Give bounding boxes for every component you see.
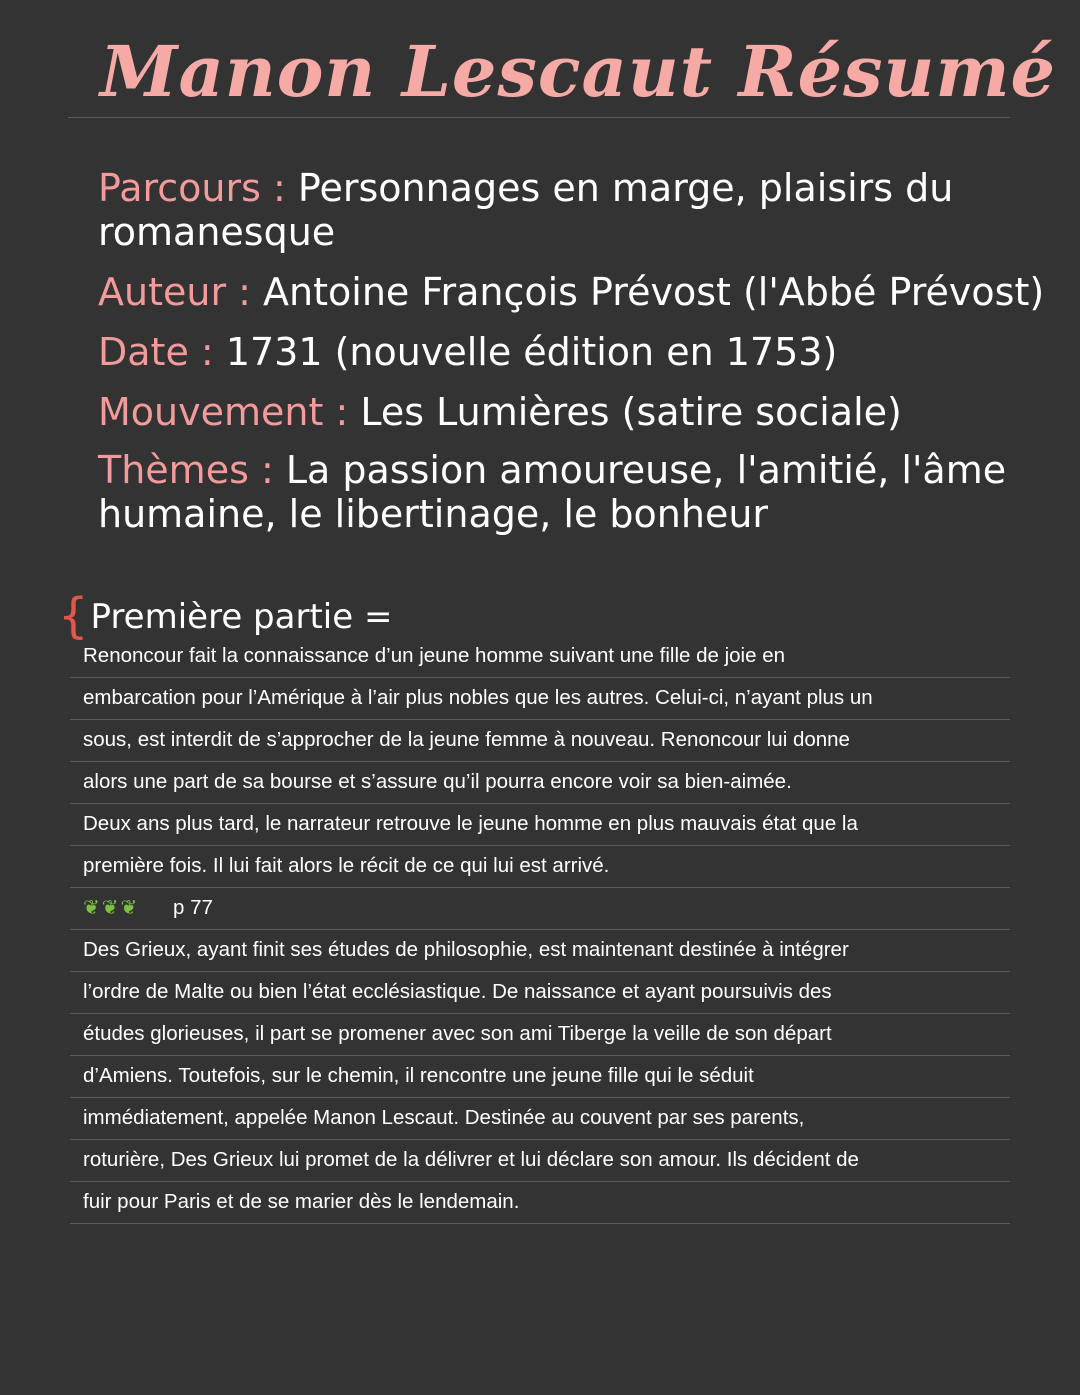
summary-line: fuir pour Paris et de se marier dès le lendemain. [70, 1182, 1010, 1224]
summary-line: embarcation pour l’Amérique à l’air plus nobles que les autres. Celui-ci, n’ayant plus un [70, 678, 1010, 720]
auteur-row [98, 270, 1044, 314]
page-reference-line [70, 888, 1010, 930]
title-divider [68, 117, 1010, 118]
themes-label: Thèmes : [98, 448, 274, 492]
summary-line: sous, est interdit de s’approcher de la jeune femme à nouveau. Renoncour lui donne [70, 720, 1010, 762]
parcours-value: Personnages en marge, plaisirs du romanesque [98, 166, 954, 254]
mouvement-value: Les Lumières (satire sociale) [360, 390, 902, 434]
mouvement-row [98, 390, 902, 434]
summary-line: Des Grieux, ayant finit ses études de philosophie, est maintenant destinée à intégrer [70, 930, 1010, 972]
date-value: 1731 (nouvelle édition en 1753) [225, 330, 838, 374]
page-title: Manon Lescaut Résumé [100, 30, 1057, 113]
mouvement-label: Mouvement : [98, 390, 349, 434]
summary-line: roturière, Des Grieux lui promet de la délivrer et lui déclare son amour. Ils décident de [70, 1140, 1010, 1182]
summary-line: première fois. Il lui fait alors le récit de ce qui lui est arrivé. [70, 846, 1010, 888]
auteur-value: Antoine François Prévost (l'Abbé Prévost) [263, 270, 1045, 314]
auteur-label: Auteur : [98, 270, 251, 314]
summary-line: Deux ans plus tard, le narrateur retrouve le jeune homme en plus mauvais état que la [70, 804, 1010, 846]
summary-body [70, 636, 1010, 1224]
summary-line: l’ordre de Malte ou bien l’état ecclésiastique. De naissance et ayant poursuivis des [70, 972, 1010, 1014]
parcours-label: Parcours : [98, 166, 286, 210]
summary-line: alors une part de sa bourse et s’assure qu’il pourra encore voir sa bien-aimée. [70, 762, 1010, 804]
section-heading-text: Première partie = [90, 597, 393, 637]
date-label: Date : [98, 330, 214, 374]
summary-line: d’Amiens. Toutefois, sur le chemin, il rencontre une jeune fille qui le séduit [70, 1056, 1010, 1098]
leaves-icon: ❦❦❦ [83, 897, 140, 919]
curly-brace-icon: { [58, 588, 89, 644]
parcours-row [98, 166, 1008, 254]
summary-line: immédiatement, appelée Manon Lescaut. Destinée au couvent par ses parents, [70, 1098, 1010, 1140]
summary-line: Renoncour fait la connaissance d’un jeune homme suivant une fille de joie en [70, 636, 1010, 678]
summary-line: études glorieuses, il part se promener avec son ami Tiberge la veille de son départ [70, 1014, 1010, 1056]
themes-row [98, 448, 1008, 536]
date-row [98, 330, 837, 374]
page-reference: p 77 [173, 896, 213, 919]
themes-value: La passion amoureuse, l'amitié, l'âme humaine, le libertinage, le bonheur [98, 448, 1007, 536]
